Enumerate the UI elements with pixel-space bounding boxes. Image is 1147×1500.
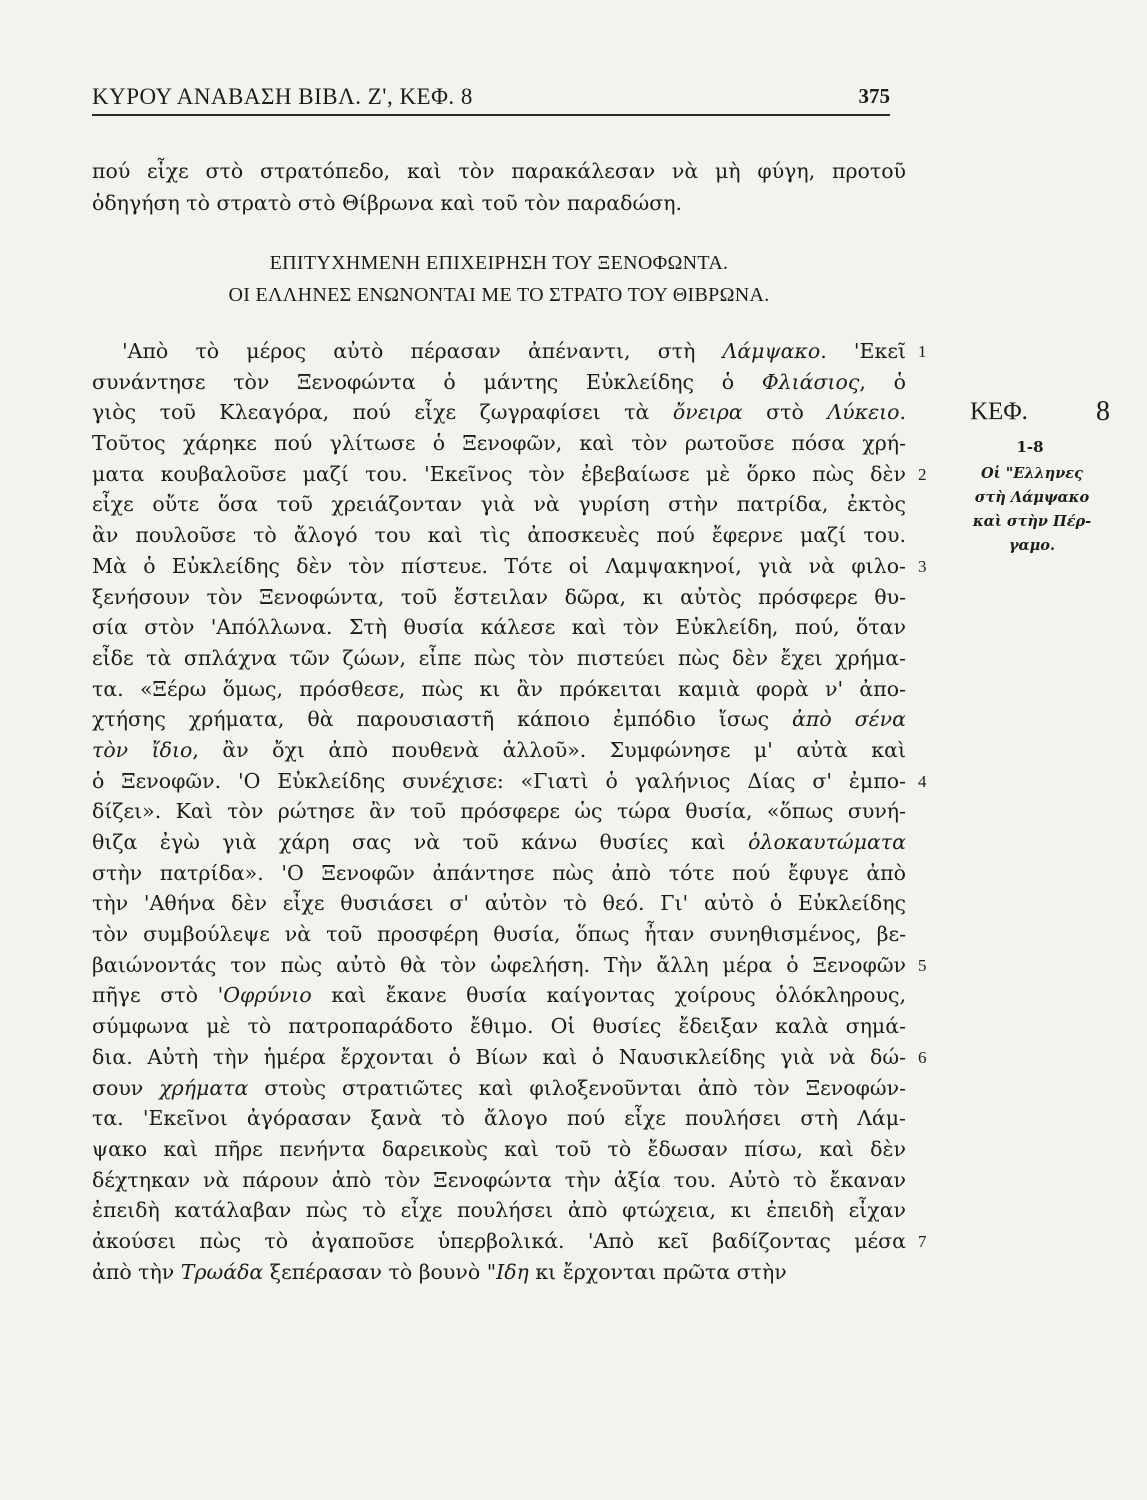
text-line xyxy=(92,1165,906,1196)
running-header xyxy=(92,74,890,116)
page-number: 375 xyxy=(858,84,890,108)
text-line xyxy=(92,397,906,428)
header-title: ΚΥΡΟΥ ΑΝΑΒΑΣΗ ΒΙΒΛ. Ζ', ΚΕΦ. 8 xyxy=(92,84,473,109)
text-line xyxy=(92,612,906,643)
text-run: σία στὸν 'Απόλλωνα. Στὴ θυσία κάλεσε καὶ τὸν Εὐκλείδη, πού, ὅταν xyxy=(92,615,906,640)
text-run: δίζει». Καὶ τὸν ρώτησε ἂν τοῦ πρόσφερε ὡς τώρα θυσία, «ὅπως συνή- xyxy=(92,799,906,824)
text-run: κι ἔρχονται πρῶτα στὴν xyxy=(528,1259,787,1284)
section-number: 4 xyxy=(918,771,927,791)
text-line xyxy=(92,980,906,1011)
italic-term: χρήματα xyxy=(159,1075,249,1100)
italic-term: Φλιάσιος xyxy=(761,369,860,394)
text-line xyxy=(92,1226,906,1257)
section-number: 6 xyxy=(918,1048,927,1068)
text-line xyxy=(92,367,906,398)
text-run: ξενήσουν τὸν Ξενοφώντα, τοῦ ἔστειλαν δῶρα, κι αὐτὸς πρόσφερε θυ- xyxy=(92,584,906,609)
text-run: ψακο καὶ πῆρε πενήντα δαρεικοὺς καὶ τοῦ τὸ ἔδωσαν πίσω, καὶ δὲν xyxy=(92,1136,906,1161)
intro-paragraph xyxy=(92,155,906,219)
section-heading-1: ΕΠΙΤΥΧΗΜΕΝΗ ΕΠΙΧΕΙΡΗΣΗ ΤΟΥ ΞΕΝΟΦΩΝΤΑ. xyxy=(269,252,729,274)
text-run: ματα κουβαλοῦσε μαζί του. 'Εκεῖνος τὸν ἐβεβαίωσε μὲ ὅρκο πὼς δὲν xyxy=(92,461,906,486)
section-number: 1 xyxy=(918,342,927,361)
text-line xyxy=(92,1103,906,1134)
italic-term: "Ιδη xyxy=(486,1259,529,1284)
text-run: χτήσης χρήματα, θὰ παρουσιαστῆ κάποιο ἐμπόδιο ἴσως xyxy=(92,707,793,732)
text-line xyxy=(92,1195,906,1226)
text-run: ὁ Ξενοφῶν. 'Ο Εὐκλείδης συνέχισε: «Γιατὶ ὁ γαλήνιος Δίας σ' ἐμπο- xyxy=(92,768,906,793)
text-line xyxy=(92,489,906,520)
text-line xyxy=(92,735,906,766)
text-line xyxy=(92,1073,906,1104)
text-run: τα. 'Εκεῖνοι ἀγόρασαν ξανὰ τὸ ἄλογο πού εἶχε πουλήσει στὴ Λάμ- xyxy=(92,1106,906,1131)
text-run: . xyxy=(899,400,906,425)
text-line xyxy=(92,336,906,367)
chapter-side-title xyxy=(970,398,1110,426)
text-line xyxy=(92,827,906,858)
text-line xyxy=(92,1011,906,1042)
text-run: δια. Αὐτὴ τὴν ἡμέρα ἔρχονται ὁ Βίων καὶ ὁ Ναυσικλείδης γιὰ νὰ δώ- xyxy=(92,1044,906,1069)
text-run: ἐπειδὴ κατάλαβαν πὼς τὸ εἶχε πουλήσει ἀπὸ φτώχεια, κι ἐπειδὴ εἶχαν xyxy=(92,1198,906,1223)
chapter-summary-note: Οἱ "Ελληνες στὴ Λάμψακο καὶ στὴν Πέρ- γαμο. xyxy=(972,465,1092,554)
italic-term: Λάμψακο xyxy=(722,339,821,363)
text-line xyxy=(92,551,906,582)
text-line xyxy=(92,858,906,889)
italic-term: Τρωάδα xyxy=(180,1259,264,1284)
text-run: σουν xyxy=(92,1075,160,1100)
italic-term: τὸν ἴδιο xyxy=(92,737,193,762)
text-run: τὸν συμβούλεψε νὰ τοῦ προσφέρη θυσία, ὅπως ἦταν συνηθισμένος, βε- xyxy=(92,922,906,947)
text-line xyxy=(92,1257,906,1288)
text-run: 'Απὸ τὸ μέρος αὐτὸ πέρασαν ἀπέναντι, στὴ xyxy=(122,339,723,363)
text-line xyxy=(92,459,906,490)
text-run: δέχτηκαν νὰ πάρουν ἀπὸ τὸν Ξενοφώντα τὴν ἀξία του. Αὐτὸ τὸ ἔκαναν xyxy=(92,1167,906,1192)
text-run: στὸ xyxy=(742,400,828,425)
text-run: σύμφωνα μὲ τὸ πατροπαράδοτο ἔθιμο. Οἱ θυσίες ἔδειξαν καλὰ σημά- xyxy=(92,1014,906,1039)
text-run: τὴν 'Αθήνα δὲν εἶχε θυσιάσει σ' αὐτὸν τὸ θεό. Γι' αὐτὸ ὁ Εὐκλείδης xyxy=(92,891,906,916)
text-run: συνάντησε τὸν Ξενοφώντα ὁ μάντης Εὐκλείδης ὁ xyxy=(92,369,762,394)
text-line xyxy=(92,428,906,459)
text-line xyxy=(92,643,906,674)
chapter-label: ΚΕΦ. xyxy=(970,398,1028,425)
text-line xyxy=(92,582,906,613)
text-line xyxy=(92,919,906,950)
text-line xyxy=(92,674,906,705)
text-run: εἶχε οὔτε ὅσα τοῦ χρειάζονταν γιὰ νὰ γυρίση στὴν πατρίδα, ἐκτὸς xyxy=(92,492,906,517)
text-line xyxy=(92,796,906,827)
text-run: , ἂν ὄχι ἀπὸ πουθενὰ ἀλλοῦ». Συμφώνησε μ' αὐτὰ καὶ xyxy=(192,737,906,762)
text-run: , ὁ xyxy=(859,369,906,394)
section-number: 2 xyxy=(918,464,927,484)
italic-term: Λύκειο xyxy=(827,400,900,425)
text-line xyxy=(92,1134,906,1165)
text-line xyxy=(92,950,906,981)
text-line xyxy=(92,766,906,797)
text-line xyxy=(92,520,906,551)
text-run: ξεπέρασαν τὸ βουνὸ xyxy=(263,1259,487,1284)
text-run: Τοῦτος χάρηκε πού γλίτωσε ὁ Ξενοφῶν, καὶ τὸν ρωτοῦσε πόσα χρή- xyxy=(92,431,906,456)
section-number: 7 xyxy=(918,1232,927,1252)
text-run: θιζα ἐγὼ γιὰ χάρη σας νὰ τοῦ κάνω θυσίες καὶ xyxy=(92,830,749,854)
text-run: βαιώνοντάς τον πὼς αὐτὸ θὰ τὸν ὠφελήση. Τὴν ἄλλη μέρα ὁ Ξενοφῶν xyxy=(92,952,906,977)
italic-term: ὄνειρα xyxy=(672,400,743,425)
text-line: ὁδηγήση τὸ στρατὸ στὸ Θίβρωνα καὶ τοῦ τὸν παραδώση. xyxy=(92,191,682,216)
text-run: τα. «Ξέρω ὅμως, πρόσθεσε, πὼς κι ἂν πρόκειται καμιὰ φορὰ ν' ἀπο- xyxy=(92,676,906,701)
chapter-number: 8 xyxy=(1096,396,1110,427)
text-run: γιὸς τοῦ Κλεαγόρα, πού εἶχε ζωγραφίσει τὰ xyxy=(92,400,673,425)
text-run: στοὺς στρατιῶτες καὶ φιλοξενοῦνται ἀπὸ τὸν Ξενοφών- xyxy=(248,1075,906,1100)
text-run: στὴν πατρίδα». 'Ο Ξενοφῶν ἀπάντησε πὼς ἀπὸ τότε πού ἔφυγε ἀπὸ xyxy=(92,860,906,885)
text-run: ἀπὸ τὴν xyxy=(92,1259,181,1284)
italic-term: Οφρύνιο xyxy=(223,983,312,1008)
text-run: πῆγε στὸ ' xyxy=(92,983,224,1008)
text-run: ἀκούσει πὼς τὸ ἀγαποῦσε ὑπερβολικά. 'Απὸ κεῖ βαδίζοντας μέσα xyxy=(92,1228,906,1253)
text-line: πού εἶχε στὸ στρατόπεδο, καὶ τὸν παρακάλεσαν νὰ μὴ φύγη, προτοῦ xyxy=(92,159,906,183)
text-run: καὶ ἔκανε θυσία καίγοντας χοίρους ὁλόκληρους, xyxy=(311,983,906,1008)
italic-term: ὁλοκαυτώματα xyxy=(748,830,906,854)
section-number: 5 xyxy=(918,956,927,975)
italic-term: ἀπὸ σένα xyxy=(792,707,906,732)
text-run: . 'Εκεῖ xyxy=(820,339,906,363)
text-line xyxy=(92,888,906,919)
main-paragraph xyxy=(92,336,906,1287)
text-run: ἂν πουλοῦσε τὸ ἄλογό του καὶ τὶς ἀποσκευὲς πού ἔφερνε μαζί του. xyxy=(92,523,906,548)
section-heading-2: ΟΙ ΕΛΛΗΝΕΣ ΕΝΩΝΟΝΤΑΙ ΜΕ ΤΟ ΣΤΡΑΤΟ ΤΟΥ ΘΙΒΡΩΝΑ. xyxy=(228,284,770,306)
section-number: 3 xyxy=(918,556,927,576)
text-line xyxy=(92,1042,906,1073)
chapter-range: 1-8 xyxy=(1016,438,1044,456)
text-line xyxy=(92,704,906,735)
text-run: Μὰ ὁ Εὐκλείδης δὲν τὸν πίστευε. Τότε οἱ Λαμψακηνοί, γιὰ νὰ φιλο- xyxy=(92,553,906,578)
text-run: εἶδε τὰ σπλάχνα τῶν ζώων, εἶπε πὼς τὸν πιστεύει πὼς δὲν ἔχει χρήμα- xyxy=(92,645,906,670)
